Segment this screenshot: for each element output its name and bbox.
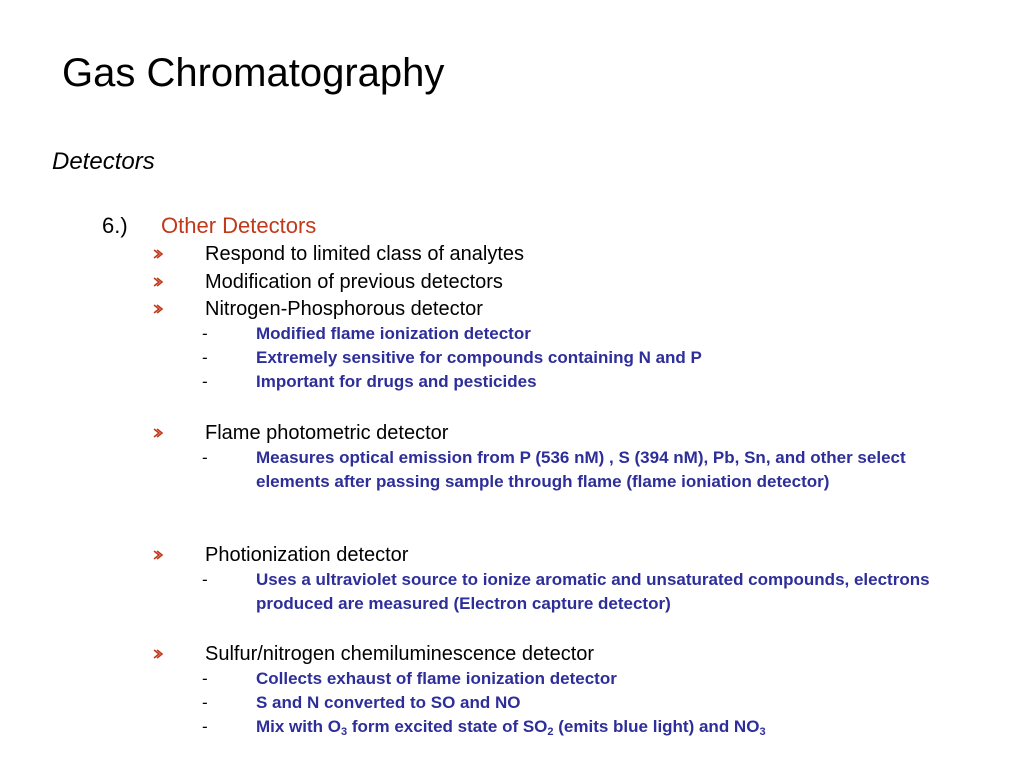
slide-title: Gas Chromatography xyxy=(62,51,445,95)
bullet-text: Sulfur/nitrogen chemiluminescence detector xyxy=(205,643,595,665)
bullet-text: Respond to limited class of analytes xyxy=(205,243,525,265)
dash-bullet: - xyxy=(202,570,208,589)
detail-text: Measures optical emission from P (536 nM) , S (394 nM), Pb, Sn, and other select elements after passing sample through flame (flame ioniation detector) xyxy=(256,448,906,491)
detail-text-formula xyxy=(256,715,956,739)
detail-text: Extremely sensitive for compounds containing N and P xyxy=(256,348,702,367)
bullet-text: Modification of previous detectors xyxy=(205,271,503,293)
arrow-bullet-icon xyxy=(153,642,167,666)
dash-bullet: - xyxy=(202,372,208,391)
formula-part: (emits blue light) and NO xyxy=(553,717,760,736)
formula-subscript: 2 xyxy=(547,726,554,738)
arrow-bullet-icon xyxy=(153,297,167,321)
section-number: 6.) xyxy=(102,213,128,238)
detail-text: Modified flame ionization detector xyxy=(256,324,531,343)
bullet-text: Flame photometric detector xyxy=(205,422,449,444)
arrow-bullet-icon xyxy=(153,270,167,294)
dash-bullet: - xyxy=(202,324,208,343)
detail-text: Important for drugs and pesticides xyxy=(256,372,537,391)
formula-part: Mix with O xyxy=(256,717,341,736)
arrow-bullet-icon xyxy=(153,543,167,567)
section-label: Other Detectors xyxy=(161,213,317,238)
formula-subscript: 3 xyxy=(759,726,766,738)
bullet-text: Photionization detector xyxy=(205,544,409,566)
dash-bullet: - xyxy=(202,693,208,712)
dash-bullet: - xyxy=(202,717,208,736)
detail-text: Collects exhaust of flame ionization detector xyxy=(256,669,617,688)
bullet-text: Nitrogen-Phosphorous detector xyxy=(205,298,483,320)
formula-subscript: 3 xyxy=(341,726,348,738)
arrow-bullet-icon xyxy=(153,421,167,445)
detail-text: S and N converted to SO and NO xyxy=(256,693,521,712)
formula-part: form excited state of SO xyxy=(347,717,548,736)
dash-bullet: - xyxy=(202,448,208,467)
slide-subtitle: Detectors xyxy=(52,148,155,175)
arrow-bullet-icon xyxy=(153,242,167,266)
dash-bullet: - xyxy=(202,669,208,688)
detail-text: Uses a ultraviolet source to ionize aromatic and unsaturated compounds, electrons produced are measured (Electron capture detector) xyxy=(256,570,930,613)
dash-bullet: - xyxy=(202,348,208,367)
